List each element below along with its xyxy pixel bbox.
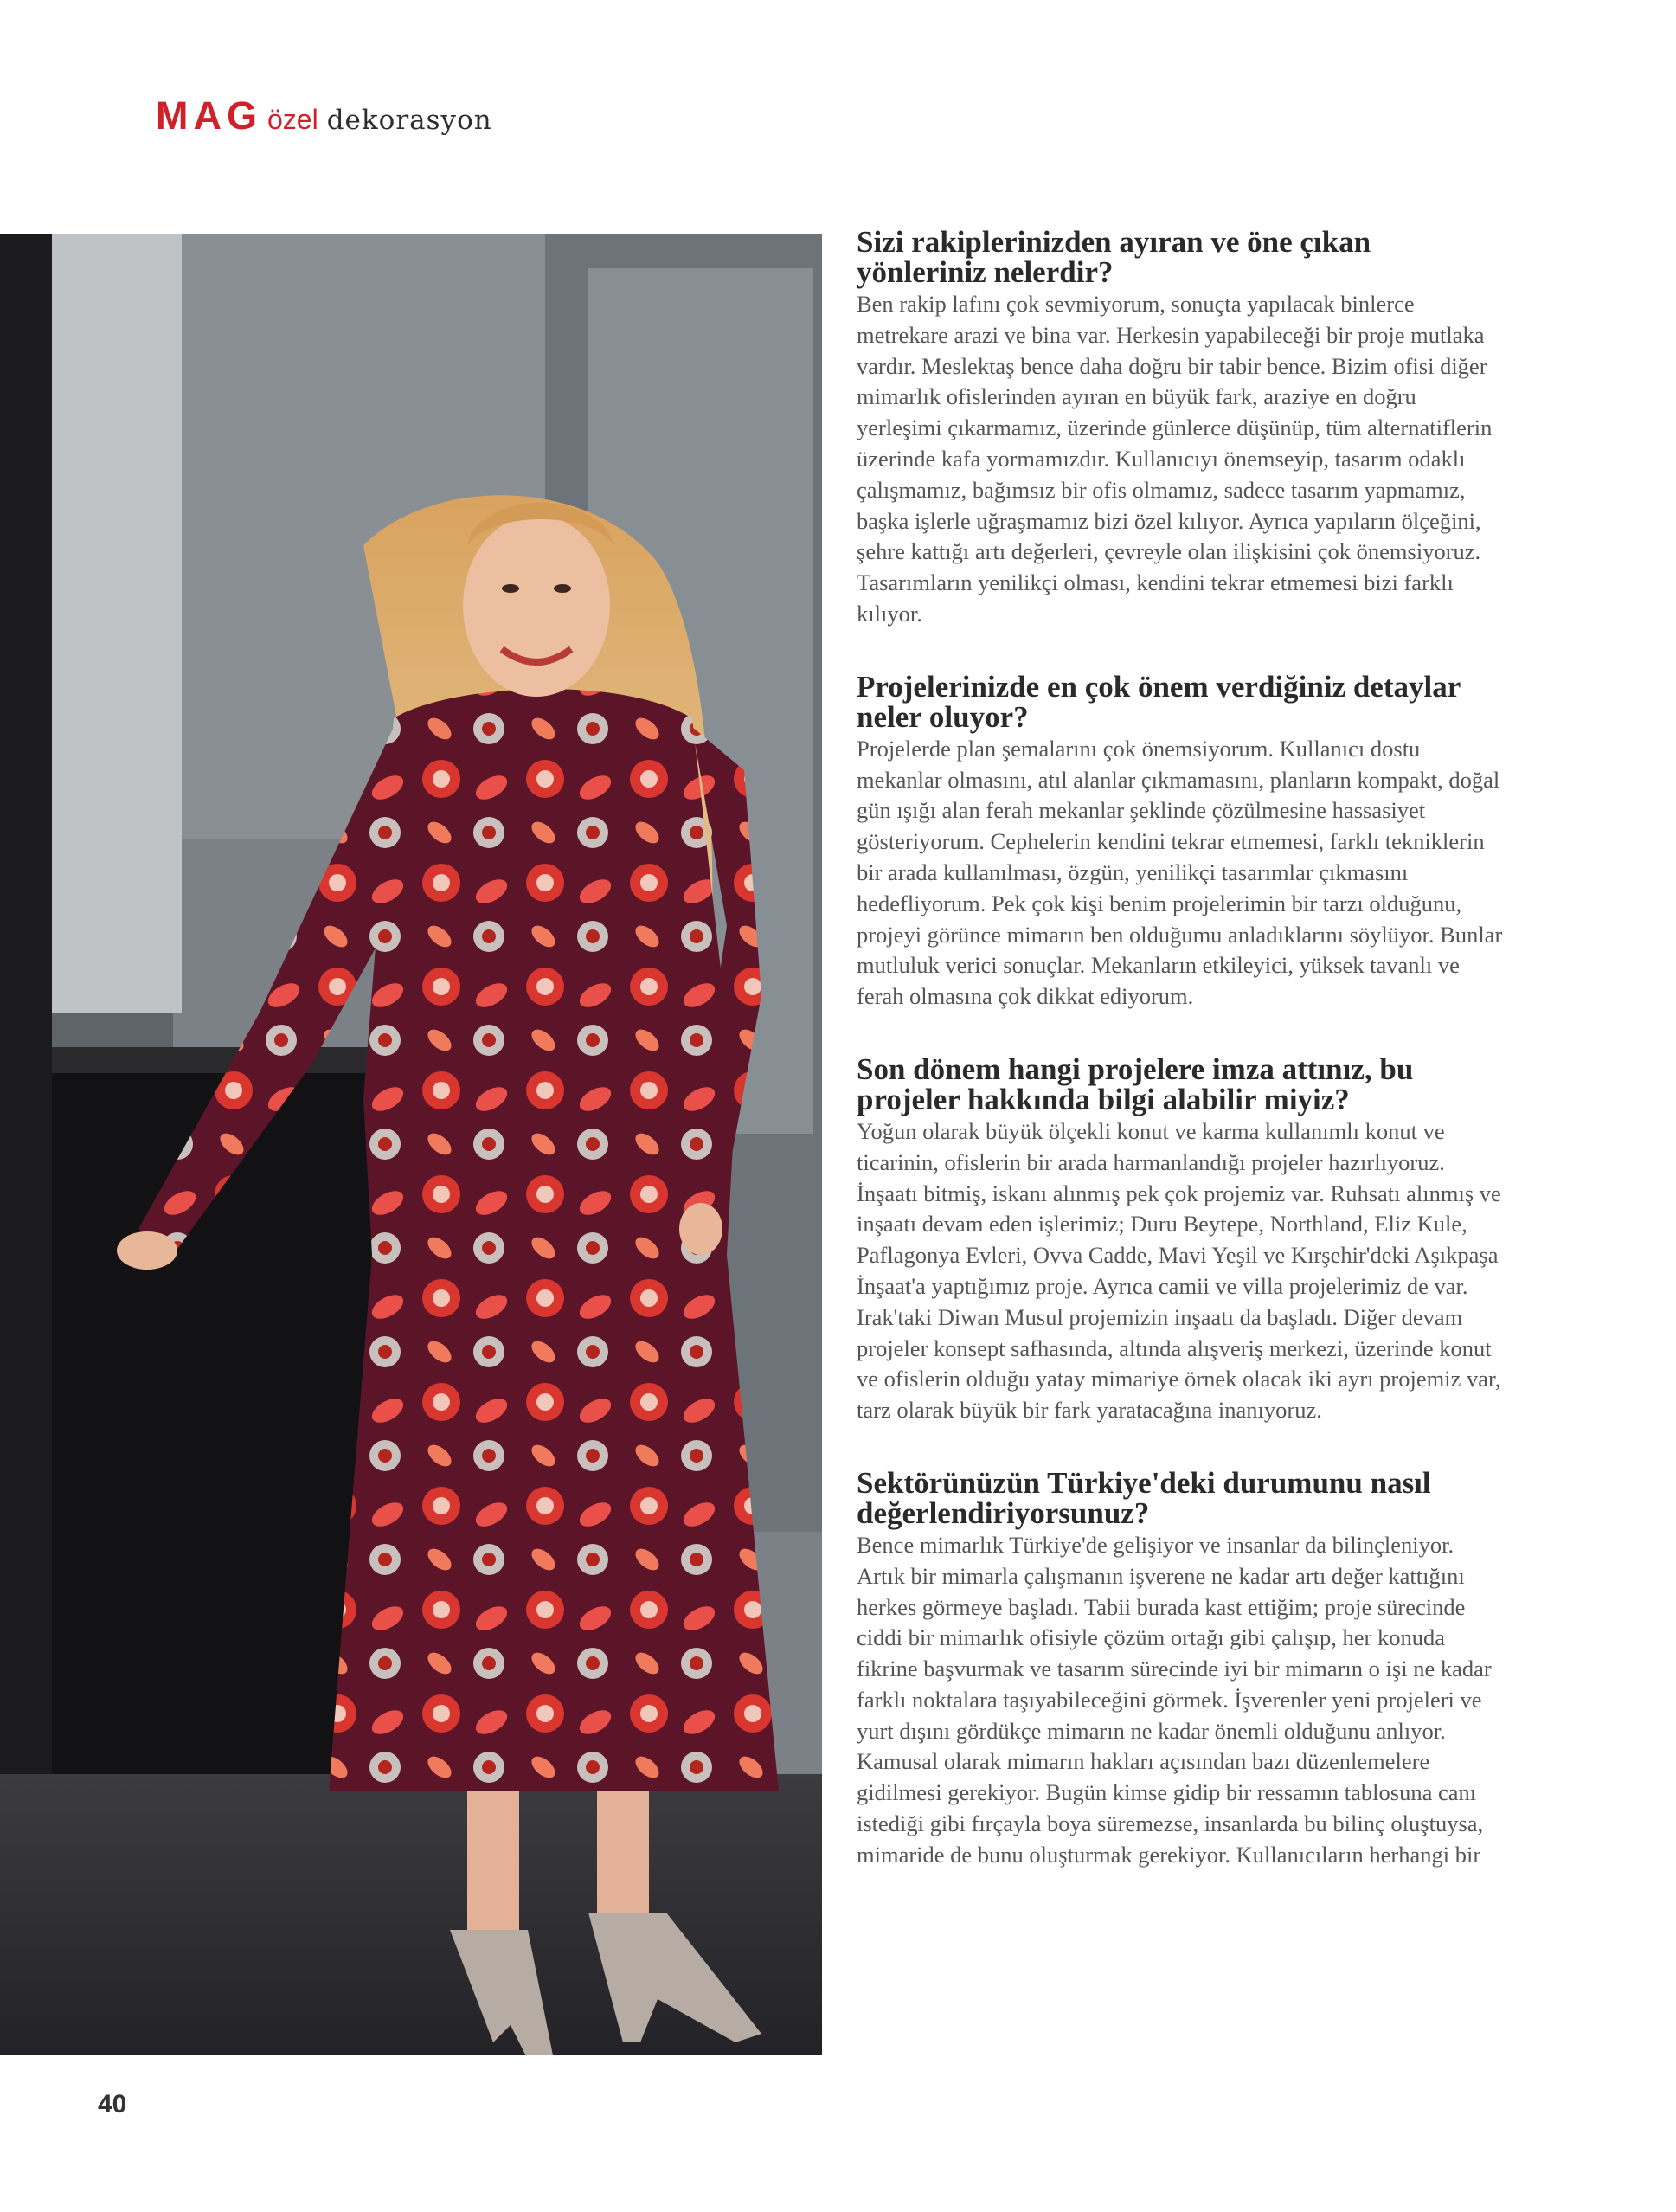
answer-paragraph: Bence mimarlık Türkiye'de gelişiyor ve insanlar da bilinçleniyor. Artık bir mimarla çalışmanın işverene ne kadar artı değer kattığını herkes görmeye başladı. Tabii burada kast ettiğim; proje sürecinde ciddi bir mimarlık ofisiyle çözüm ortağı gibi çalışıp, her konuda fikrine başvurmak ve tasarım sürecinde iyi bir mimarın o işi ne kadar farklı noktalara taşıyabileceğini görmek. İşverenler yeni projeleri ve yurt dışını gördükçe mimarın ne kadar önemli olduğunu anlıyor. Kamusal olarak mimarın hakları açısından bazı düzenlemelere gidilmesi gerekiyor. Bugün kimse gidip bir ressamın tablosuna canı istediği gibi fırçayla boya süremezse, insanlarda bu bilinç oluştuysa, mimaride de bunu oluşturmak gerekiyor. Kullanıcıların herhangi bir xyxy=(857,1531,1492,1868)
question-heading: Sektörünüzün Türkiye'deki durumunu nasıl değerlendiriyorsunuz? xyxy=(857,1465,1431,1530)
qa-section xyxy=(857,1465,1506,1871)
question-heading: Sizi rakiplerinizden ayıran ve öne çıkan yönleriniz nelerdir? xyxy=(857,225,1371,289)
question-heading: Son dönem hangi projelere imza attınız, bu projeler hakkında bilgi alabilir miyiz? xyxy=(857,1051,1414,1116)
qa-section xyxy=(857,669,1506,1013)
page-number: 40 xyxy=(98,2090,127,2119)
answer-paragraph: Projelerde plan şemalarını çok önemsiyorum. Kullanıcı dostu mekanlar olmasını, atıl alanlar çıkmamasını, planların kompakt, doğal gün ışığı alan ferah mekanlar şeklinde çözülmesine hassasiyet gösteriyorum. Cephelerin kendini tekrar etmemesi, farklı tekniklerin bir arada kullanılması, özgün, yenilikçi tasarımlar çıkmasını hedefliyorum. Pek çok kişi benim projelerimin bir tarzı olduğunu, projeyi görünce mimarın ben olduğumu anladıklarını söylüyor. Bunlar mutluluk verici sonuçlar. Mekanların etkileyici, yüksek tavanlı ve ferah olmasına çok dikkat ediyorum. xyxy=(857,735,1503,1010)
qa-section xyxy=(857,227,1506,630)
article-body xyxy=(857,227,1506,1913)
question-heading: Projelerinizde en çok önem verdiğiniz detaylar neler oluyor? xyxy=(857,669,1461,734)
section-label: özel xyxy=(267,104,318,135)
portrait-photo xyxy=(0,234,822,2055)
woman-portrait-photo-icon xyxy=(0,234,822,2055)
qa-section xyxy=(857,1051,1506,1426)
brand-logo: MAG xyxy=(156,93,262,138)
answer-paragraph: Yoğun olarak büyük ölçekli konut ve karma kullanımlı konut ve ticarinin, ofislerin bir arada harmanlandığı projeler hazırlıyoruz. İnşaatı bitmiş, iskanı alınmış pek çok projemiz var. Ruhsatı alınmış ve inşaatı devam eden işlerimiz; Duru Beytepe, Northland, Eliz Kule, Paflagonya Evleri, Ovva Cadde, Mavi Yeşil ve Kırşehir'deki Aşıkpaşa İnşaat'a yaptığımız proje. Ayrıca camii ve villa projelerimiz de var. Irak'taki Diwan Musul projemizin inşaatı da başladı. Diğer devam projeler konsept safhasında, altında alışveriş merkezi, üzerinde konut ve ofislerin olduğu yatay mimariye örnek olacak iki ayrı projemiz var, tarz olarak büyük bir fark yaratacağına inanıyoruz. xyxy=(857,1117,1501,1424)
category-label: dekorasyon xyxy=(326,105,492,136)
magazine-header xyxy=(156,93,492,145)
answer-paragraph: Ben rakip lafını çok sevmiyorum, sonuçta yapılacak binlerce metrekare arazi ve bina var. Herkesin yapabileceği bir proje mutlaka vardır. Meslektaş bence daha doğru bir tabir bence. Bizim ofisi diğer mimarlık ofislerinden ayıran en büyük fark, araziye en doğru yerleşimi çıkarmamız, üzerinde günlerce düşünüp, tüm alternatiflerin üzerinde kafa yormamızdır. Kullanıcıyı önemseyip, tasarım odaklı çalışmamız, bağımsız bir ofis olmamız, sadece tasarım yapmamız, başka işlerle uğraşmamız bizi özel kılıyor. Ayrıca yapıların ölçeğini, şehre kattığı artı değerleri, çevreyle olan ilişkisini çok önemsiyoruz. Tasarımların yenilikçi olması, kendini tekrar etmemesi bizi farklı kılıyor. xyxy=(857,291,1493,627)
